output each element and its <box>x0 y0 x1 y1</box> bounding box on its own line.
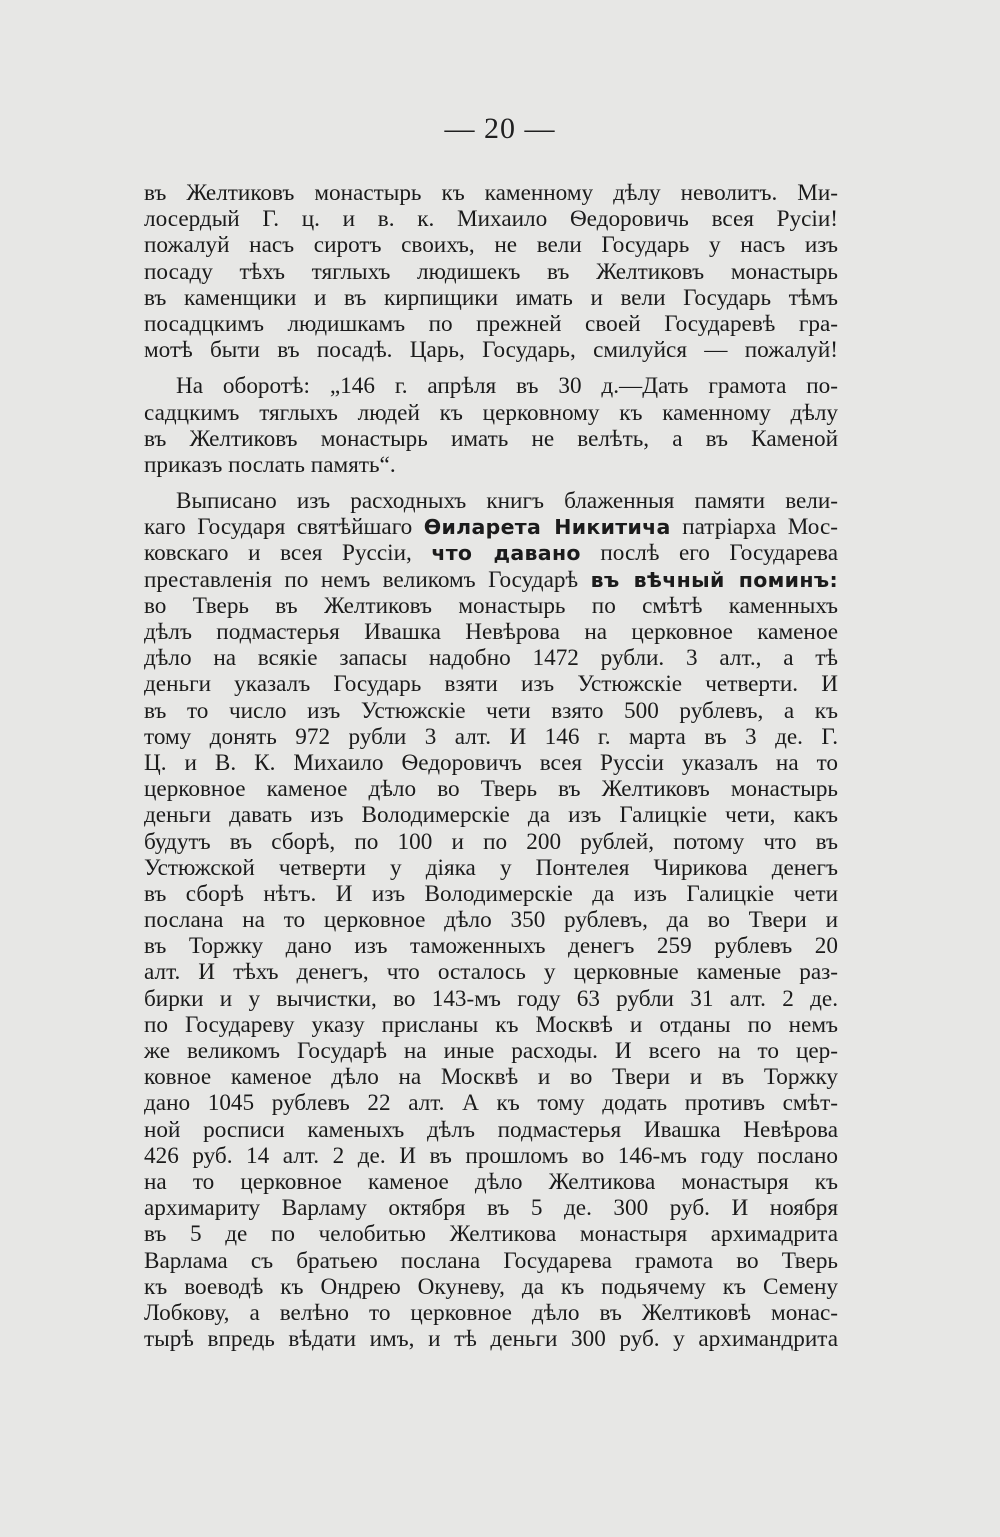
text-line: ковное каменое дѣло на Москвѣ и во Твери и въ Торжку <box>144 1064 838 1091</box>
text-line: въ каменщики и въ кирпищики имать и вели Государь тѣмъ <box>144 284 838 311</box>
text-line: въ то число изъ Устюжскiе чети взято 500 рублевъ, а къ <box>144 697 838 724</box>
text-line: архимариту Варламу октября въ 5 де. 300 руб. И ноября <box>144 1195 838 1222</box>
text-line: въ Желтиковъ монастырь имать не велѣть, а въ Каменой <box>144 425 838 452</box>
text-line: На оборотѣ: „146 г. апрѣля въ 30 д.—Дать грамота по- <box>176 373 838 400</box>
text-segment: патрiарха Мос- <box>682 514 838 541</box>
text-line: въ сборѣ нѣтъ. И изъ Володимерскiе да изъ Галицкiе чети <box>144 880 838 907</box>
bold-phrase: что давано <box>431 541 581 566</box>
text-line: Лобкову, а велѣно то церковное дѣло въ Желтиковѣ монас- <box>144 1299 838 1326</box>
text-line: посадцкимъ людишкамъ по прежней своей Государевѣ гра- <box>144 310 838 337</box>
text-segment: послѣ его Государева <box>600 540 838 567</box>
text-line: пожалуй насъ сиротъ своихъ, не вели Государь у насъ изъ <box>144 232 838 259</box>
page-number: — 20 — <box>444 112 556 145</box>
text-segment: преставленiя по немъ великомъ Государѣ <box>144 566 579 593</box>
text-line-mixed <box>144 514 838 540</box>
text-line: бирки и у вычистки, во 143-мъ году 63 рубли 31 алт. 2 де. <box>144 985 838 1012</box>
text-line: 426 руб. 14 алт. 2 де. И въ прошломъ во 146-мъ году послано <box>144 1142 838 1169</box>
bold-name: Ѳиларета Никитича <box>423 515 671 540</box>
text-line: алт. И тѣхъ денегъ, что осталось у церковные каменые раз- <box>144 959 838 986</box>
text-line: приказъ послать память“. <box>144 451 396 478</box>
text-line: на то церковное каменое дѣло Желтикова монастыря къ <box>144 1168 838 1195</box>
text-line: церковное каменое дѣло во Тверь въ Желтиковъ монастырь <box>144 776 838 803</box>
text-line: будутъ въ сборѣ, по 100 и по 200 рублей, потому что въ <box>144 828 838 855</box>
paragraph-2 <box>144 373 838 478</box>
paragraph-1 <box>144 180 838 363</box>
text-line: Выписано изъ расходныхъ книгъ блаженныя памяти вели- <box>176 488 838 515</box>
text-line: послана на то церковное дѣло 350 рублевъ, да во Твери и <box>144 907 838 934</box>
text-line: деньги указалъ Государь взяти изъ Устюжскiе четверти. И <box>144 671 838 698</box>
text-line: во Тверь въ Желтиковъ монастырь по смѣтѣ каменныхъ <box>144 592 838 619</box>
text-line-mixed <box>144 567 838 593</box>
text-line: садцкимъ тяглыхъ людей къ церковному къ каменному дѣлу <box>144 399 838 426</box>
text-line: ной росписи каменыхъ дѣлъ подмастерья Ивашка Невѣрова <box>144 1116 838 1143</box>
text-line: Варлама съ братьею послана Государева грамота во Тверь <box>144 1247 838 1274</box>
text-line: тырѣ впредь вѣдати имъ, и тѣ деньги 300 руб. у архимандрита <box>144 1326 838 1353</box>
text-line: дѣлъ подмастерья Ивашка Невѣрова на церковное каменое <box>144 619 838 645</box>
text-line: мотѣ быти въ посадѣ. Царь, Государь, смилуйся — пожалуй! <box>144 337 838 364</box>
text-line: лосердый Г. ц. и в. к. Михаило Ѳедоровичь всея Русiи! <box>144 206 838 233</box>
text-line: же великомъ Государѣ на иные расходы. И всего на то цер- <box>144 1038 838 1064</box>
text-line: тому донять 972 рубли 3 алт. И 146 г. марта въ 3 де. Г. <box>144 723 838 750</box>
text-line-mixed <box>144 540 838 566</box>
text-line: посаду тѣхъ тяглыхъ людишекъ въ Желтиковъ монастырь <box>144 258 838 285</box>
text-line: дано 1045 рублевъ 22 алт. А къ тому додать противъ смѣт- <box>144 1090 838 1117</box>
text-line: въ 5 де по челобитью Желтикова монастыря архимадрита <box>144 1221 838 1248</box>
text-line: деньги давать изъ Володимерскiе да изъ Галицкiе чети, какъ <box>144 802 838 829</box>
body-text <box>144 180 838 1352</box>
bold-phrase: въ вѣчный поминъ: <box>590 567 838 592</box>
text-segment: каго Государя святѣйшаго <box>144 514 413 541</box>
text-line: по Государеву указу присланы къ Москвѣ и отданы по немъ <box>144 1011 838 1038</box>
text-line: къ воеводѣ къ Ондрею Окуневу, да къ подьячему къ Семену <box>144 1273 838 1300</box>
text-line: Устюжской четверти у дiяка у Понтелея Чирикова денегъ <box>144 854 838 881</box>
text-line: Ц. и В. К. Михаило Ѳедоровичъ всея Руссiи указалъ на то <box>144 749 838 776</box>
text-line: въ Торжку дано изъ таможенныхъ денегъ 259 рублевъ 20 <box>144 933 838 960</box>
text-line: дѣло на всякiе запасы надобно 1472 рубли. 3 алт., а тѣ <box>144 645 838 672</box>
paragraph-3 <box>144 488 838 1352</box>
text-line: въ Желтиковъ монастырь къ каменному дѣлу неволитъ. Ми- <box>144 180 838 206</box>
text-segment: ковскаго и всея Руссiи, <box>144 540 412 567</box>
